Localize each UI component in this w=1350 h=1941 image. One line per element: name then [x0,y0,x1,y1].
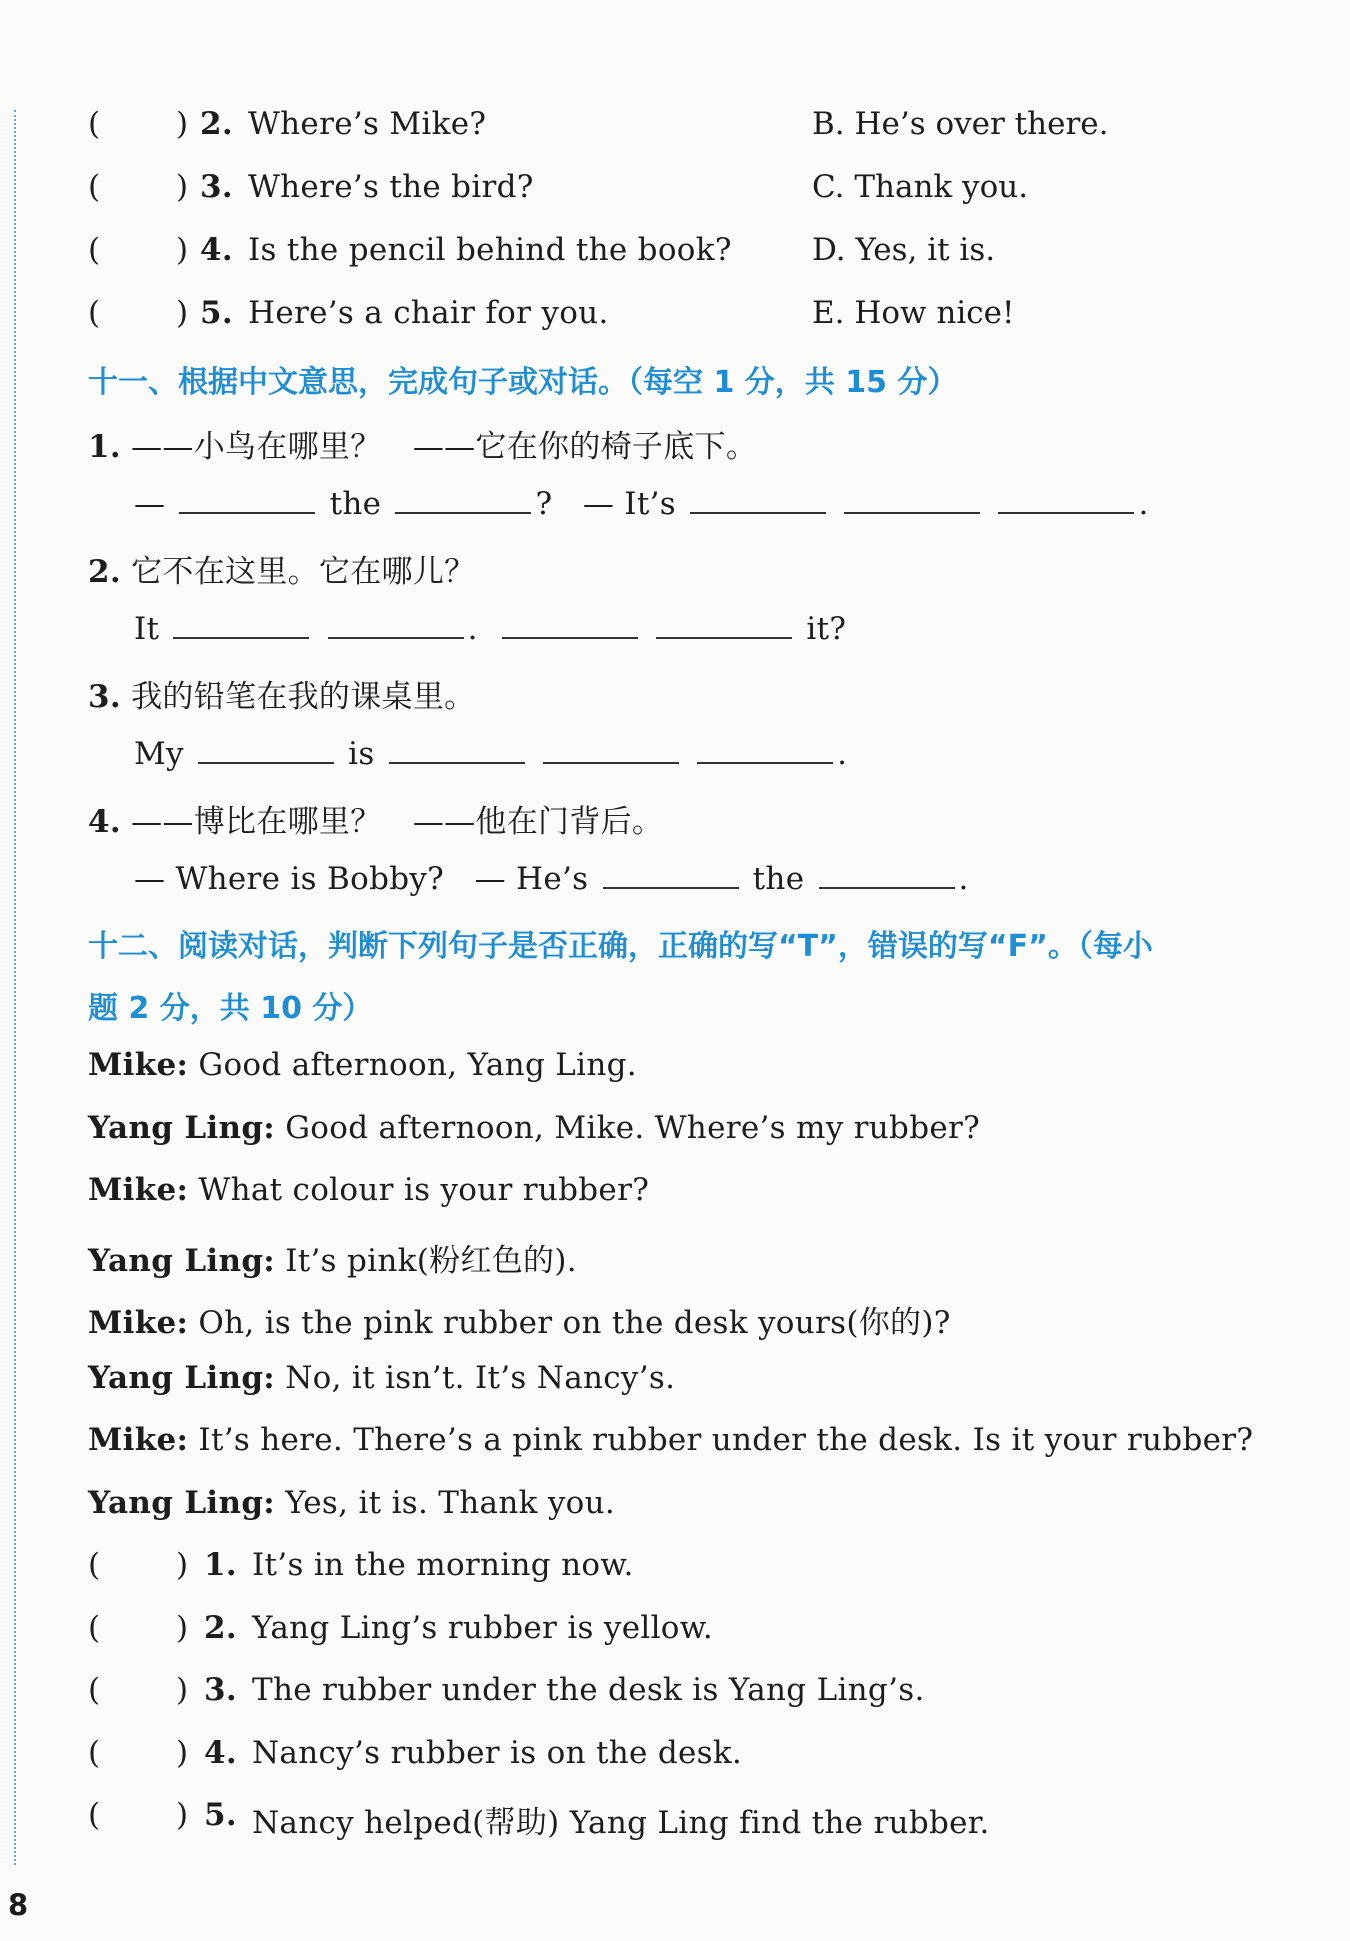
blank[interactable] [502,609,638,639]
answer-bracket[interactable]: ( [88,1797,101,1833]
dialogue-line: Mike: Oh, is the pink rubber on the desk yours(你的)? [88,1305,951,1341]
blank[interactable] [844,484,980,514]
answer-bracket[interactable]: ( [88,1610,101,1646]
blank[interactable] [656,609,792,639]
dialogue-line: Yang Ling: Yes, it is. Thank you. [88,1485,616,1521]
option-d: D. Yes, it is. [812,232,996,268]
s11-q3-english: My is . [134,736,848,772]
blank[interactable] [819,859,955,889]
s11-q1-english: — the ? — It’s . [134,486,1149,522]
answer-bracket[interactable]: ( [88,1547,101,1583]
dialogue-line: Yang Ling: No, it isn’t. It’s Nancy’s. [88,1360,676,1396]
option-e: E. How nice! [812,295,1015,331]
blank[interactable] [395,484,531,514]
blank[interactable] [690,484,826,514]
blank[interactable] [998,484,1134,514]
section-11-title: 十一、根据中文意思，完成句子或对话。（每空 1 分，共 15 分） [88,365,958,400]
dialogue-line: Yang Ling: It’s pink(粉红色的). [88,1243,577,1279]
option-c: C. Thank you. [812,169,1029,205]
blank[interactable] [603,859,739,889]
blank[interactable] [543,734,679,764]
option-b: B. He’s over there. [812,106,1109,142]
dialogue-line: Yang Ling: Good afternoon, Mike. Where’s my rubber? [88,1110,981,1146]
blank[interactable] [198,734,334,764]
answer-bracket[interactable]: ( [88,1735,101,1771]
dialogue-line: Mike: What colour is your rubber? [88,1172,650,1208]
blank[interactable] [389,734,525,764]
dialogue-line: Mike: Good afternoon, Yang Ling. [88,1047,637,1083]
s11-q4-chinese: 4. ——博比在哪里？ ——他在门背后。 [88,804,664,840]
s11-q4-english: — Where is Bobby? — He’s the . [134,861,969,897]
s11-q1-chinese: 1. ——小鸟在哪里？ ——它在你的椅子底下。 [88,429,758,465]
section-12-title-line1: 十二、阅读对话，判断下列句子是否正确，正确的写“T”，错误的写“F”。（每小 [88,929,1153,964]
answer-bracket[interactable]: ( [88,1672,101,1708]
blank[interactable] [328,609,464,639]
s11-q3-chinese: 3. 我的铅笔在我的课桌里。 [88,679,476,715]
dialogue-line: Mike: It’s here. There’s a pink rubber under the desk. Is it your rubber? [88,1422,1254,1458]
blank[interactable] [179,484,315,514]
margin-guide-line [14,110,16,1865]
blank[interactable] [173,609,309,639]
section-12-title-line2: 题 2 分，共 10 分） [88,991,373,1026]
s11-q2-english: It . it? [134,611,847,647]
page-number: 8 [8,1888,29,1922]
blank[interactable] [697,734,833,764]
s11-q2-chinese: 2. 它不在这里。它在哪儿？ [88,554,476,590]
